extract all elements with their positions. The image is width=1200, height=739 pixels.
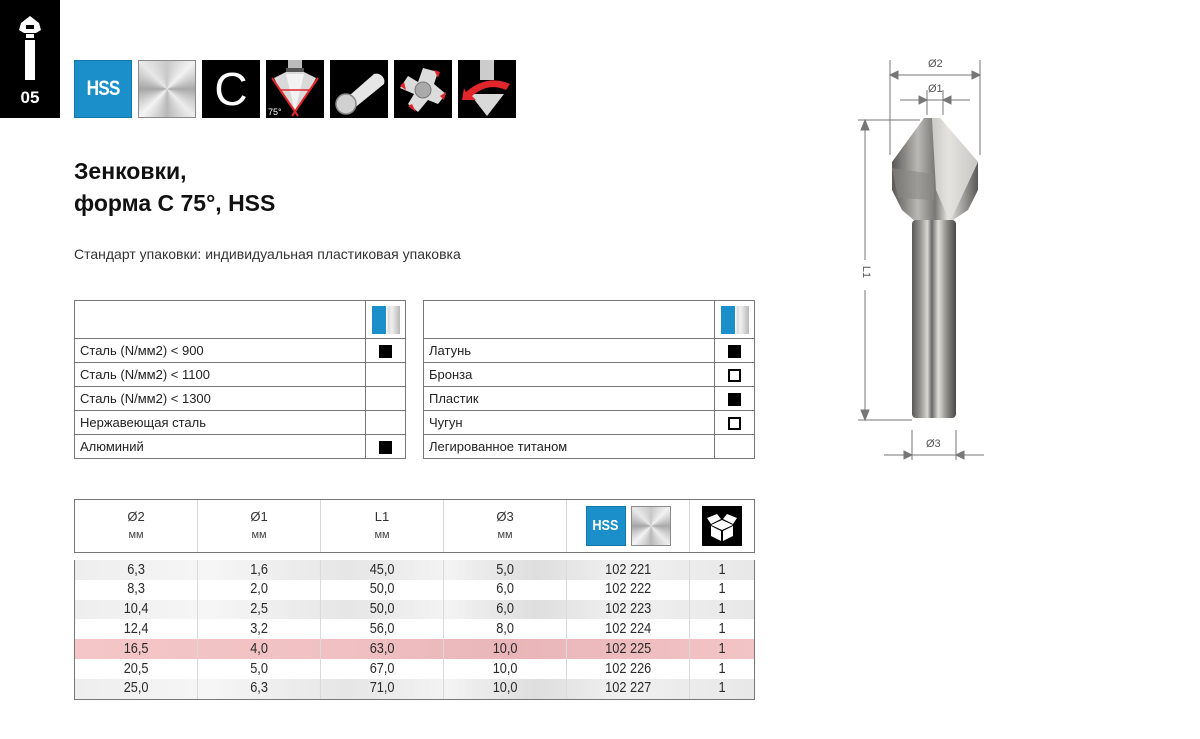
suitable-filled-icon [728,345,741,358]
header-l1: L1 мм [321,500,444,552]
suitable-filled-icon [379,345,392,358]
dimension-d2-label: Ø2 [928,58,943,70]
conditionally-suitable-icon [728,417,741,430]
header-d3: Ø3 мм [444,500,567,552]
angle-75-icon [266,60,324,118]
conditionally-suitable-icon [728,369,741,382]
dimension-d1-label: Ø1 [928,83,943,95]
material-row: Чугун [424,411,755,435]
material-row: Бронза [424,363,755,387]
table-row-highlighted: 16,5 4,0 63,0 10,0 102 225 1 [75,639,754,659]
hss-material-icon [721,306,749,334]
table-row: 20,5 5,0 67,0 10,0 102 226 1 [75,659,754,679]
cylindrical-shank-icon [330,60,388,118]
table-row: 8,3 2,0 50,0 6,0 102 222 1 [75,580,754,600]
three-flute-icon [394,60,452,118]
dimension-l1-label: L1 [860,265,873,279]
bright-finish-icon [631,506,671,546]
materials-table-right [423,300,755,459]
hss-material-icon: HSS [74,60,132,118]
material-row: Пластик [424,387,755,411]
material-row: Легированное титаном [424,435,755,459]
feature-icon-strip [74,60,516,118]
materials-table-left [74,300,406,459]
countersink-drawing [840,50,1000,470]
right-hand-rotation-icon [458,60,516,118]
suitable-filled-icon [728,393,741,406]
material-row: Нержавеющая сталь [75,411,406,435]
title-line-1: Зенковки, [74,158,187,184]
material-row: Алюминий [75,435,406,459]
suitable-filled-icon [379,441,392,454]
page-title [74,155,275,219]
header-d1: Ø1 мм [198,500,321,552]
countersink-tool-icon [17,14,43,82]
material-row: Сталь (N/мм2) < 1300 [75,387,406,411]
svg-text:75°: 75° [268,107,282,117]
hss-material-icon [372,306,400,334]
material-row: Сталь (N/мм2) < 900 [75,339,406,363]
packaging-standard: Стандарт упаковки: индивидуальная пластиковая упаковка [74,246,461,262]
hss-material-icon: HSS [586,506,626,546]
dimensions-table-header [74,499,755,553]
title-line-2: форма C 75°, HSS [74,190,276,216]
header-article-hss [567,500,690,552]
material-row: Латунь [424,339,755,363]
bright-finish-icon [138,60,196,118]
dimension-d3-label: Ø3 [926,438,941,450]
material-row: Сталь (N/мм2) < 1100 [75,363,406,387]
table-row: 10,4 2,5 50,0 6,0 102 223 1 [75,600,754,620]
table-row: 25,0 6,3 71,0 10,0 102 227 1 [75,679,754,699]
table-row: 12,4 3,2 56,0 8,0 102 224 1 [75,619,754,639]
countersink-tool-image [840,50,1000,470]
chapter-tab [0,0,60,118]
table-row: 6,3 1,6 45,0 5,0 102 221 1 [75,560,754,580]
chapter-number: 05 [20,88,40,107]
form-c-icon: C [202,60,260,118]
header-package [690,500,754,552]
header-d2: Ø2 мм [75,500,198,552]
dimensions-table-body [74,560,755,700]
package-box-icon [702,506,742,546]
